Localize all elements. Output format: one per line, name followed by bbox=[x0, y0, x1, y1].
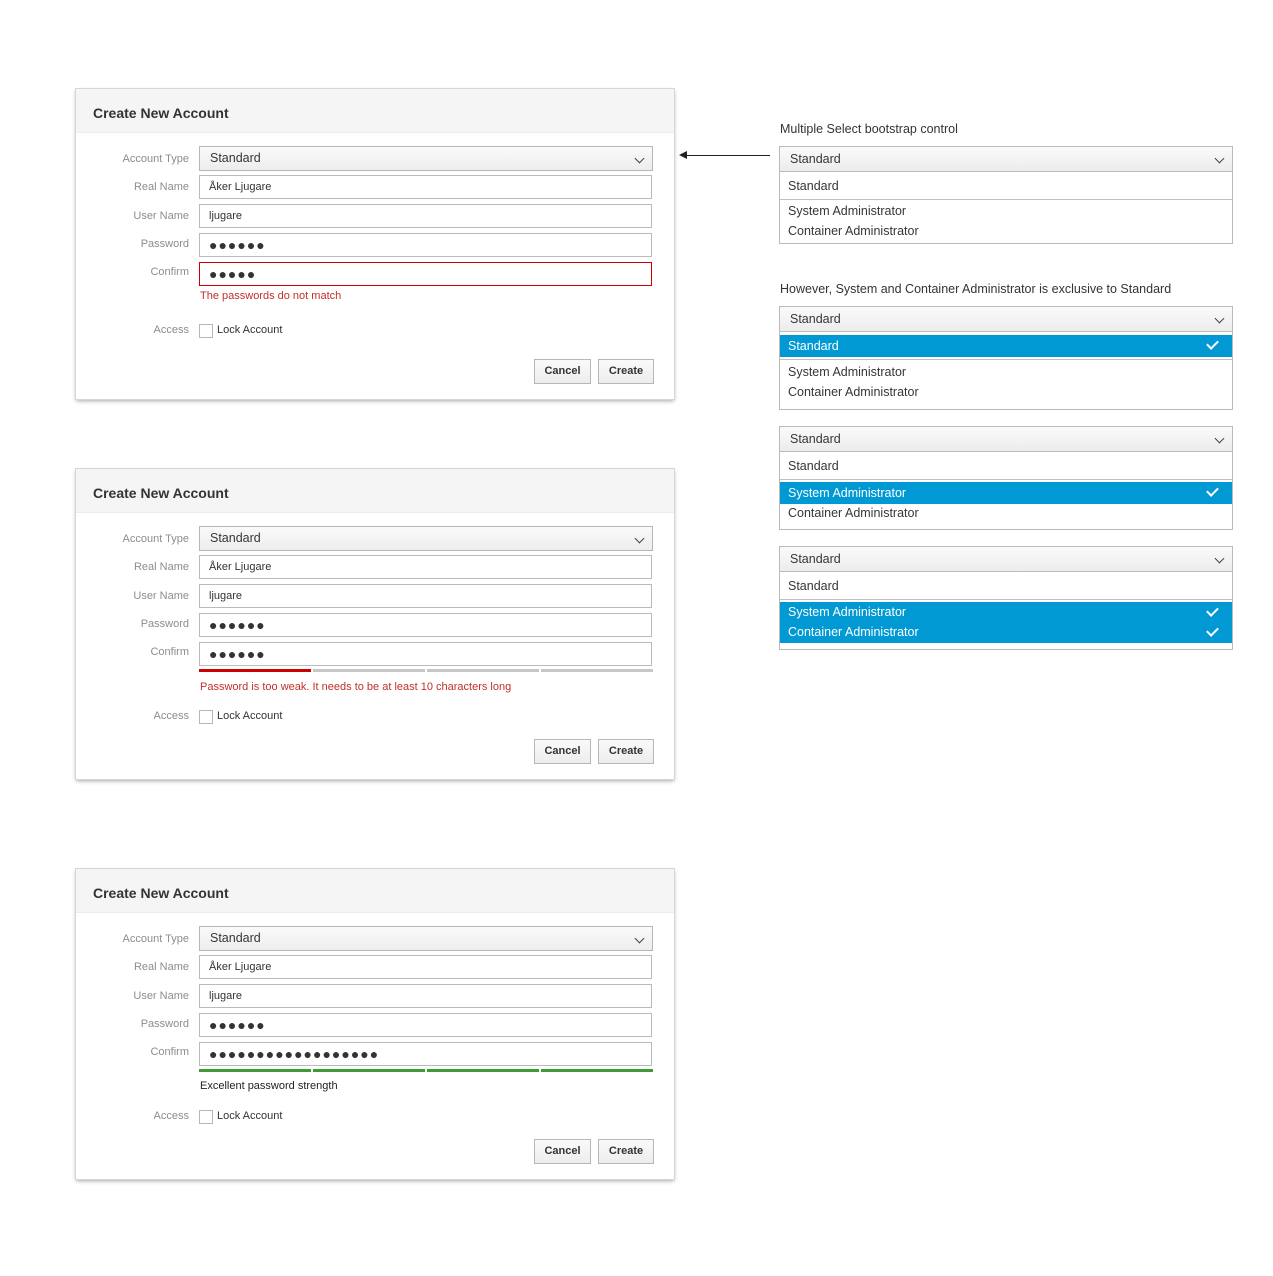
chevron-down-icon bbox=[635, 154, 645, 164]
multiselect-dropdown bbox=[779, 306, 1233, 410]
strength-segment bbox=[313, 1069, 425, 1072]
user-name-field[interactable]: ljugare bbox=[199, 584, 652, 608]
password-field[interactable]: ●●●●●● bbox=[199, 233, 652, 257]
confirm-label: Confirm bbox=[150, 1046, 189, 1058]
option-system-administrator[interactable] bbox=[780, 362, 1232, 382]
multiselect-toggle-label: Standard bbox=[790, 552, 841, 566]
multiselect-toggle-label: Standard bbox=[790, 152, 841, 166]
password-label: Password bbox=[140, 238, 189, 250]
multiselect-toggle-label: Standard bbox=[790, 432, 841, 446]
access-label: Access bbox=[153, 710, 189, 722]
account-type-label: Account Type bbox=[122, 153, 189, 165]
option-label: Container Administrator bbox=[788, 506, 919, 520]
account-type-value: Standard bbox=[210, 531, 261, 545]
multiselect-toggle-label: Standard bbox=[790, 312, 841, 326]
create-button[interactable]: Create bbox=[598, 739, 654, 764]
checkmark-icon bbox=[1206, 624, 1219, 637]
password-field[interactable]: ●●●●●● bbox=[199, 613, 652, 637]
password-label: Password bbox=[140, 1018, 189, 1030]
arrow-line bbox=[686, 155, 770, 156]
account-type-label: Account Type bbox=[122, 533, 189, 545]
lock-account-label: Lock Account bbox=[217, 710, 283, 722]
chevron-down-icon bbox=[635, 534, 645, 544]
option-label: System Administrator bbox=[788, 486, 907, 500]
chevron-down-icon bbox=[1215, 434, 1225, 444]
strength-segment bbox=[199, 669, 311, 672]
lock-account-checkbox[interactable] bbox=[199, 324, 213, 338]
option-system-administrator[interactable] bbox=[780, 201, 1232, 221]
user-name-label: User Name bbox=[133, 990, 189, 1002]
multiselect-dropdown bbox=[779, 146, 1233, 244]
create-account-dialog bbox=[76, 89, 674, 399]
checkmark-icon bbox=[1206, 484, 1219, 497]
create-account-dialog bbox=[76, 469, 674, 779]
option-standard[interactable] bbox=[780, 456, 1232, 476]
option-label: Container Administrator bbox=[788, 224, 919, 238]
lock-account-checkbox[interactable] bbox=[199, 710, 213, 724]
multiselect-toggle[interactable] bbox=[780, 547, 1232, 572]
option-label: System Administrator bbox=[788, 605, 907, 619]
error-message: The passwords do not match bbox=[200, 290, 342, 302]
account-type-select[interactable] bbox=[199, 146, 653, 171]
option-label: Container Administrator bbox=[788, 385, 919, 399]
account-type-select[interactable] bbox=[199, 926, 653, 951]
account-type-select[interactable] bbox=[199, 526, 653, 551]
chevron-down-icon bbox=[1215, 154, 1225, 164]
user-name-field[interactable]: ljugare bbox=[199, 204, 652, 228]
dialog-title: Create New Account bbox=[93, 885, 229, 901]
cancel-button[interactable]: Cancel bbox=[534, 359, 591, 384]
account-type-label: Account Type bbox=[122, 933, 189, 945]
exclusive-note: However, System and Container Administrator is exclusive to Standard bbox=[780, 282, 1172, 296]
multiselect-toggle[interactable] bbox=[780, 147, 1232, 172]
confirm-field[interactable]: ●●●●● bbox=[199, 262, 652, 286]
option-standard[interactable] bbox=[780, 576, 1232, 596]
multiselect-dropdown bbox=[779, 426, 1233, 530]
strength-segment bbox=[199, 1069, 311, 1072]
option-divider bbox=[780, 199, 1232, 200]
dialog-title: Create New Account bbox=[93, 485, 229, 501]
option-label: Standard bbox=[788, 459, 839, 473]
strength-segment bbox=[541, 1069, 653, 1072]
option-system-administrator[interactable] bbox=[780, 482, 1232, 504]
password-label: Password bbox=[140, 618, 189, 630]
arrow-left-icon bbox=[679, 151, 687, 159]
strength-segment bbox=[427, 1069, 539, 1072]
option-label: Standard bbox=[788, 579, 839, 593]
option-label: Standard bbox=[788, 339, 839, 353]
option-label: Standard bbox=[788, 179, 839, 193]
real-name-label: Real Name bbox=[133, 181, 189, 193]
chevron-down-icon bbox=[1215, 314, 1225, 324]
option-container-administrator[interactable] bbox=[780, 503, 1232, 523]
checkmark-icon bbox=[1206, 337, 1219, 350]
multiselect-toggle[interactable] bbox=[780, 427, 1232, 452]
option-label: System Administrator bbox=[788, 204, 907, 218]
real-name-field[interactable]: Åker Ljugare bbox=[199, 175, 652, 199]
dialog-title: Create New Account bbox=[93, 105, 229, 121]
chevron-down-icon bbox=[1215, 554, 1225, 564]
user-name-label: User Name bbox=[133, 590, 189, 602]
strength-segment bbox=[313, 669, 425, 672]
real-name-label: Real Name bbox=[133, 561, 189, 573]
create-account-dialog bbox=[76, 869, 674, 1179]
option-system-administrator[interactable] bbox=[780, 602, 1232, 622]
strength-message: Password is too weak. It needs to be at least 10 characters long bbox=[200, 681, 512, 693]
multiselect-note: Multiple Select bootstrap control bbox=[780, 122, 958, 136]
chevron-down-icon bbox=[635, 934, 645, 944]
option-container-administrator[interactable] bbox=[780, 221, 1232, 241]
strength-segment bbox=[427, 669, 539, 672]
option-label: Container Administrator bbox=[788, 625, 919, 639]
account-type-value: Standard bbox=[210, 931, 261, 945]
option-divider bbox=[780, 359, 1232, 360]
create-button[interactable]: Create bbox=[598, 359, 654, 384]
confirm-label: Confirm bbox=[150, 266, 189, 278]
password-strength-meter bbox=[199, 1069, 654, 1072]
option-container-administrator[interactable] bbox=[780, 382, 1232, 402]
option-divider bbox=[780, 599, 1232, 600]
user-name-field[interactable]: ljugare bbox=[199, 984, 652, 1008]
access-label: Access bbox=[153, 324, 189, 336]
access-label: Access bbox=[153, 1110, 189, 1122]
option-standard[interactable] bbox=[780, 335, 1232, 357]
real-name-field[interactable]: Åker Ljugare bbox=[199, 555, 652, 579]
account-type-value: Standard bbox=[210, 151, 261, 165]
confirm-label: Confirm bbox=[150, 646, 189, 658]
checkmark-icon bbox=[1206, 604, 1219, 617]
option-label: System Administrator bbox=[788, 365, 907, 379]
strength-segment bbox=[541, 669, 653, 672]
real-name-field[interactable]: Åker Ljugare bbox=[199, 955, 652, 979]
password-field[interactable]: ●●●●●● bbox=[199, 1013, 652, 1037]
user-name-label: User Name bbox=[133, 210, 189, 222]
cancel-button[interactable]: Cancel bbox=[534, 1139, 591, 1164]
confirm-field[interactable]: ●●●●●● bbox=[199, 642, 652, 666]
cancel-button[interactable]: Cancel bbox=[534, 739, 591, 764]
option-standard[interactable] bbox=[780, 176, 1232, 196]
option-container-administrator[interactable] bbox=[780, 622, 1232, 643]
option-divider bbox=[780, 479, 1232, 480]
lock-account-label: Lock Account bbox=[217, 324, 283, 336]
lock-account-label: Lock Account bbox=[217, 1110, 283, 1122]
lock-account-checkbox[interactable] bbox=[199, 1110, 213, 1124]
confirm-field[interactable]: ●●●●●●●●●●●●●●●●●● bbox=[199, 1042, 652, 1066]
strength-message: Excellent password strength bbox=[200, 1080, 338, 1092]
create-button[interactable]: Create bbox=[598, 1139, 654, 1164]
multiselect-dropdown bbox=[779, 546, 1233, 650]
real-name-label: Real Name bbox=[133, 961, 189, 973]
multiselect-toggle[interactable] bbox=[780, 307, 1232, 332]
password-strength-meter bbox=[199, 669, 654, 672]
